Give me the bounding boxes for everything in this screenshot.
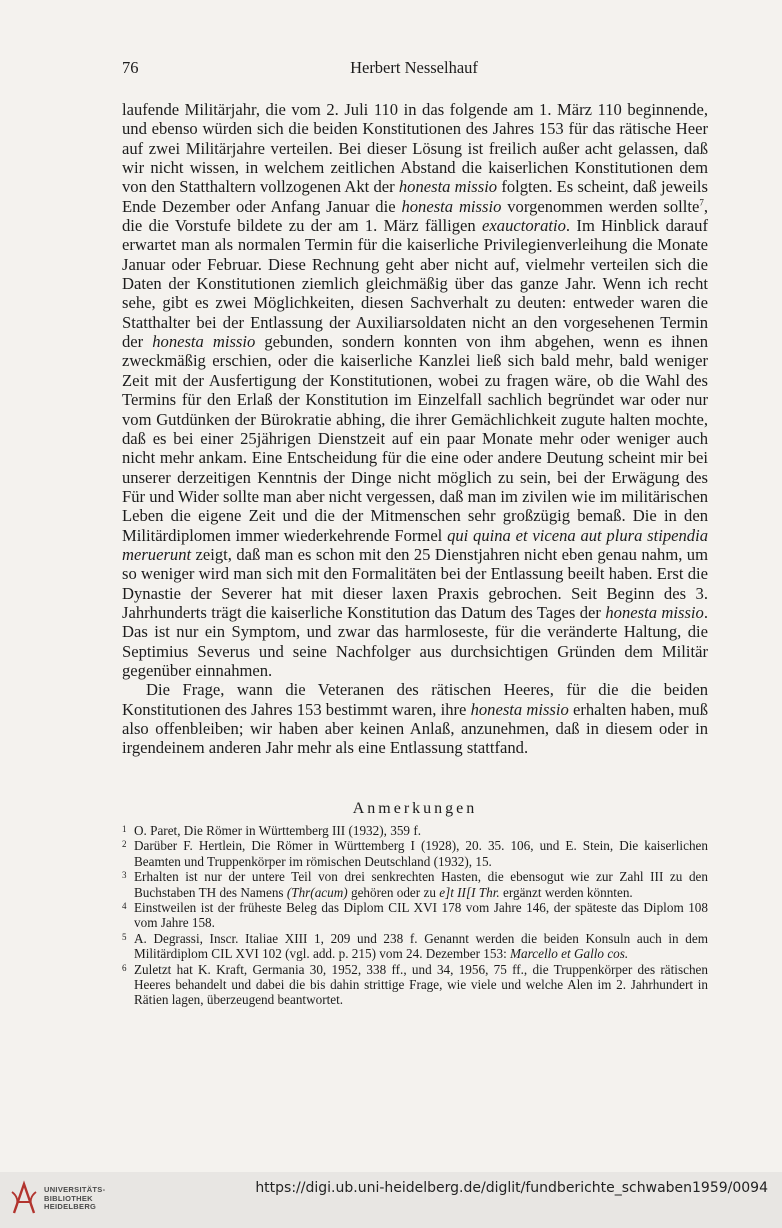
term-honesta-missio: honesta missio [401,196,502,216]
running-head [120,58,708,80]
paragraph-2: Die Frage, wann die Veteranen des rätischen Heeres, für die die beiden Konstitutionen des Jahres 153 bestimmt waren, ihre honesta missio erhalten haben, muß also offenbleiben; wir haben aber keinen Anlaß, anzunehmen, daß in diesem oder in irgendeinem anderen Jahr mehr als eine Entlassung stattfand. [122,680,709,758]
formula-quote: qui quina et vicena aut plura stipendia meruerunt [122,525,708,564]
term-honesta-missio: honesta missio [152,332,256,352]
permalink-url[interactable]: https://digi.ub.uni-heidelberg.de/diglit/fundberichte_schwaben1959/0094 [255,1180,768,1196]
term-exauctoratio: exauctoratio [482,216,566,236]
footnote-item: 6 Zuletzt hat K. Kraft, Germania 30, 1952, 338 ff., und 34, 1956, 75 ff., die Truppenkörper des rätischen Heeres behandelt und dabei die bis dahin strittige Frage, wie viele und welche Alen im 2. Jahrhundert in Rätien lagen, überzeugend beantwortet. [122,961,708,1008]
library-name[interactable]: UNIVERSITÄTS- BIBLIOTHEK HEIDELBERG [44,1185,106,1211]
main-text [122,100,708,758]
term-honesta-missio: honesta missio [398,177,498,197]
footnote-item: 5 A. Degrassi, Inscr. Italiae XIII 1, 209 und 238 f. Genannt werden die beiden Konsuln auch in dem Militärdiplom CIL XVI 102 (vgl. add. p. 215) vom 24. Dezember 153: Marcello et Gallo cos. [122,930,708,962]
running-head-author: Herbert Nesselhauf [350,58,478,77]
footnotes [122,823,708,1008]
page-number: 76 [122,58,139,77]
footnote-item: 3 Erhalten ist nur der untere Teil von drei senkrechten Hasten, die ebensogut wie zur Zahl III zu den Buchstaben TH des Namens (Thr(acum) gehören oder zu e]t II[I Thr. ergänzt werden könnten. [122,869,708,900]
paragraph-1: laufende Militärjahr, die vom 2. Juli 110 in das folgende am 1. März 110 beginnende, und ebenso würden sich die beiden Konstitutionen des Jahres 153 für das rätische Heer auf zwei Militärjahre verteilen. Bei dieser Lösung ist freilich außer acht gelassen, daß wir nicht wissen, in welchem zeitlichen Abstand die kaiserlichen Konstitutionen dem von den Statthaltern vollzogenen Akt der honesta missio folgten. Es scheint, daß jeweils Ende Dezember oder Anfang Januar die honesta missio vorgenommen werden sollte$^7$, die die Vorstufe bildete zu der am 1. März fälligen exauctoratio. Im Hinblick darauf erwartet man als normalen Termin für die kaiserliche Privilegienverleihung die Monate Januar oder Februar. Diese Rechnung geht aber nicht auf, vielmehr verteilen sich die Daten der Konstitutionen ziemlich gleichmäßig über das ganze Jahr. Wenn ich recht sehe, gibt es zwei Möglichkeiten, diesen Sachverhalt zu deuten: entweder waren die Statthalter bei der Entlassung der Auxiliarsoldaten nicht an den vorgesehenen Termin der honesta missio gebunden, sondern konnten von ihm abgehen, wenn es ihnen zweckmäßig erschien, oder die kaiserliche Kanzlei ließ sich bald mehr, bald weniger Zeit mit der Ausfertigung der Konstitutionen, wobei zu fragen wäre, ob die Wahl des Termins für den Erlaß der Konstitution im Einzelfall sachlich begründet war oder nur vom Gutdünken der Bürokratie abhing, die ihrer Gemächlichkeit zugute halten mochte, daß es bei einer 25jährigen Dienstzeit auf ein paar Monate mehr oder weniger auch nicht mehr ankam. Eine Entscheidung für die eine oder andere Deutung scheint mir bei unserer derzeitigen Kenntnis der Dinge nicht möglich zu sein, bei der Erwägung des Für und Wider sollte man aber nicht vergessen, daß man im zivilen wie im militärischen Leben die eigene Zeit und die der Mitmenschen sehr großzügig bemaß. Die in den Militärdiplomen immer wiederkehrende Formel qui quina et vicena aut plura stipendia meruerunt zeigt, daß man es schon mit den 25 Dienstjahren nicht eben genau nahm, um so weniger wird man sich mit den Formalitäten bei der Entlassung beeilt haben. Erst die Dynastie der Severer hat mit dieser laxen Praxis gebrochen. Seit Beginn des 3. Jahrhunderts trägt die kaiserliche Konstitution das Datum des Tages der honesta missio. Das ist nur ein Symptom, und zwar das harmloseste, für die veränderte Haltung, die Septimius Severus und seine Nachfolger aus durchsichtigen Gründen dem Militär gegenüber einnahmen. [122,100,709,680]
footnote-item: 1 O. Paret, Die Römer in Württemberg III (1932), 359 f. [122,823,422,838]
footnote-item: 2 Darüber F. Hertlein, Die Römer in Württemberg I (1928), 20. 35. 106, und E. Stein, Die kaiserlichen Beamten und Truppenkörper im römischen Deutschland (1932), 15. [122,838,708,869]
notes-heading: Anmerkungen [352,800,478,817]
term-honesta-missio: honesta missio [470,699,569,719]
footnote-ref[interactable]: 7 [699,197,704,208]
term-honesta-missio: honesta missio [605,602,704,622]
ub-heidelberg-logo-icon[interactable] [10,1180,38,1216]
footnote-item: 4 Einstweilen ist der früheste Beleg das Diplom CIL XVI 178 vom Jahre 146, der späteste das Diplom 108 vom Jahre 158. [122,900,708,931]
